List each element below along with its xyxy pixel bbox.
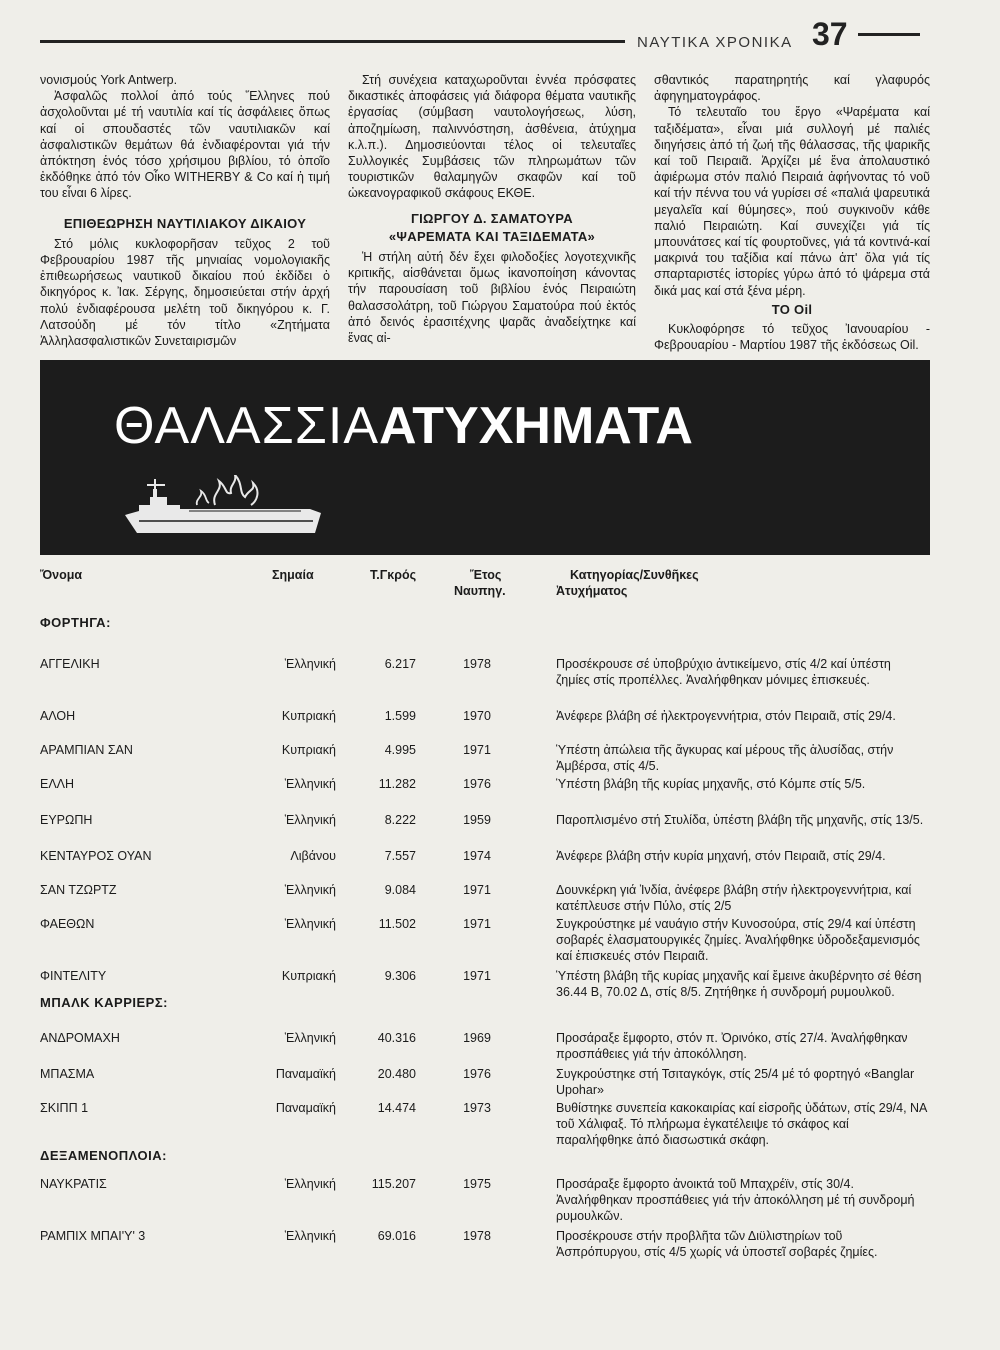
ship-year: 1974 [463,849,491,863]
col-header-flag: Σημαία [272,568,314,582]
incident-description: Ὑπέστη βλάβη τῆς κυρίας μηχανῆς καί ἔμεινε ἀκυβέρνητο σέ θέση 36.44 Β, 70.02 Δ, στίς 8/5. Ζητήθηκε ἡ συνδρομή ρυμουλκοῦ. [556,969,922,1000]
ship-flag: Κυπριακή [281,709,336,723]
ship-tonnage: 40.316 [377,1031,416,1045]
ship-name: ΡΑΜΠΙΧ ΜΠΑΙ'Υ' 3 [40,1229,146,1243]
ship-flag: Λιβάνου [290,849,336,863]
ship-year: 1971 [463,743,491,757]
col1-paragraph-1: νονισμούς York Antwerp. [40,73,178,87]
ship-name: ΦΑΕΘΩΝ [40,917,95,931]
col3-paragraph-3: Κυκλοφόρησε τό τεῦχος Ἰανουαρίου - Φεβρουαρίου - Μαρτίου 1987 τῆς ἐκδόσεως Oil. [654,322,930,353]
ship-tonnage: 1.599 [384,709,416,723]
header-rule-right [858,33,920,36]
ship-year: 1973 [463,1101,491,1115]
col2-paragraph-2: Ἡ στήλη αὐτή δέν ἔχει φιλοδοξίες λογοτεχνικῆς κριτικῆς, αἰσθάνεται ὅμως ἱκανοποίηση κάνοντας τήν παρουσίαση τοῦ βιβλίου ἑνός Πειραιώτη θαλασσολάτρη, τοῦ Γιώργου Σαματούρα πού ἐκτός ἀπό δεινός ἐρασιτέχνης ψαρᾶς ἀναδείχτηκε καί ἕνας αἰ- [348,250,636,346]
ship-tonnage: 69.016 [377,1229,416,1243]
ship-tonnage: 9.084 [384,883,416,897]
ship-flag: Ἑλληνική [284,657,336,671]
banner-title [114,396,693,456]
ship-year: 1971 [463,917,491,931]
col-header-year-line1: Ἔτος [470,568,502,582]
ship-flag: Ἑλληνική [284,917,336,931]
ship-name: ΑΛΟΗ [40,709,76,723]
column-3 [654,72,930,353]
col1-paragraph-2: Ἀσφαλῶς πολλοί ἀπό τούς Ἕλληνες πού ἀσχολοῦνται μέ τή ναυτιλία καί τίς ἀσφάλειες ὅπως καί οἱ σπουδαστές τῶν ναυτιλιακῶν καί ἀσφαλιστικῶν θεμάτων θά ἐνδιαφέρονται γιά τήν ἀπόκτηση ἑνός τόσο χρήσιμου βιβλίου, τό ὁποῖο ἐκδόθηκε ἀπό τόν Οἶκο WITHERBY & Co καί ἡ τιμή του εἶναι 6 λίρες. [40,89,330,201]
ship-year: 1978 [463,1229,491,1243]
ship-flag: Ἑλληνική [284,1229,336,1243]
ship-year: 1971 [463,969,491,983]
incident-description: Ὑπέστη ἀπώλεια τῆς ἄγκυρας καί μέρους τῆς ἁλυσίδας, στήν Ἀμβέρσα, στίς 4/5. [556,743,894,774]
ship-tonnage: 7.557 [384,849,416,863]
ship-flag: Παναμαϊκή [275,1101,336,1115]
ship-name: ΣΑΝ ΤΖΩΡΤΖ [40,883,117,897]
ship-tonnage: 11.282 [378,777,416,791]
ship-flag: Κυπριακή [281,743,336,757]
ship-name: ΝΑΥΚΡΑΤΙΣ [40,1177,107,1191]
ship-flag: Κυπριακή [281,969,336,983]
page-number: 37 [812,16,848,52]
ship-flag: Ἑλληνική [284,813,336,827]
col2-heading-title: «ΨΑΡΕΜΑΤΑ ΚΑΙ ΤΑΞΙΔΕΜΑΤΑ» [388,228,596,244]
ship-tonnage: 6.217 [384,657,416,671]
ship-name: ΕΥΡΩΠΗ [40,813,93,827]
ship-tonnage: 9.306 [384,969,416,983]
incident-description: Προσέκρουσε στήν προβλῆτα τῶν Διϋλιστηρίων τοῦ Ἀσπρόπυργου, στίς 4/5 χωρίς νά ὑποστεῖ σοβαρές ζημίες. [556,1229,878,1260]
ship-year: 1971 [463,883,491,897]
col2-paragraph-1: Στή συνέχεια καταχωροῦνται ἐννέα πρόσφατες δικαστικές ἀποφάσεις γιά διάφορα θέματα ναυτικῆς ἐργασίας (σύμβαση ναυτολογήσεως, λύση, ἀποζημίωση, παλιννόστηση, ἀσθένεια, ἀτύχημα κ.λ.π.). Δημοσιεύονται τέλος οἱ τελευταῖες Συλλογικές Συμβάσεις τῶν πληρωμάτων τῶν τουριστικῶν θαλαμηγῶν σκαφῶν καί τοῦ ὠκεανογραφικοῦ σκάφους ΕΚΘΕ. [348,73,636,201]
column-2 [348,72,636,346]
ship-year: 1976 [463,1067,491,1081]
col-header-year-line2: Ναυπηγ. [454,584,506,598]
ship-year: 1978 [463,657,491,671]
incident-description: Προσάραξε ἔμφορτο ἀνοικτά τοῦ Μπαχρέϊν, στίς 30/4. Ἀναλήφθηκαν προσπάθειες γιά τήν ἀποκόλληση μέ τή συνδρομή ρυμουλκῶν. [556,1177,915,1224]
header-rule-left [40,40,625,43]
col3-paragraph-1: σθαντικός παρατηρητής καί γλαφυρός ἀφηγηματογράφος. [654,73,930,104]
incident-description: Ἀνέφερε βλάβη σέ ἠλεκτρογεννήτρια, στόν Πειραιᾶ, στίς 29/4. [556,709,896,723]
section-banner [40,360,930,555]
ship-tonnage: 4.995 [384,743,416,757]
ship-tonnage: 14.474 [377,1101,416,1115]
ship-year: 1969 [463,1031,491,1045]
incident-description: Ἀνέφερε βλάβη στήν κυρία μηχανή, στόν Πειραιᾶ, στίς 29/4. [556,849,886,863]
col-header-desc-line1: Κατηγορίας/Συνθῆκες [570,568,699,582]
col1-paragraph-3: Στό μόλις κυκλοφορῆσαν τεῦχος 2 τοῦ Φεβρουαρίου 1987 τῆς μηνιαίας νομολογιακῆς ἐπιθεωρήσεως ναυτικοῦ δικαίου πού ἐκδίδει ὁ δικηγόρος κ. Ἰακ. Σέργης, δημοσιεύεται στήν ἀρχή πολύ ἐνδιαφέρουσα μελέτη τοῦ δικηγόρου κ. Γ. Λατσούδη μέ τόν τίτλο «Ζητήματα Ἀλληλασφαλιστικῶν Συνεταιρισμῶν [40,236,330,349]
ship-flag: Ἑλληνική [284,883,336,897]
ship-name: ΦΙΝΤΕΛΙΤΥ [40,969,107,983]
ship-name: ΣΚΙΠΠ 1 [40,1101,89,1115]
ship-year: 1976 [463,777,491,791]
column-1 [40,72,330,349]
ship-tonnage: 115.207 [371,1177,416,1191]
banner-title-bold: ΑΤΥΧΗΜΑΤΑ [379,397,693,455]
incident-description: Βυθίστηκε συνεπεία κακοκαιρίας καί εἰσροῆς ὑδάτων, στίς 29/4, ΝΑ τοῦ Χάλιφαξ. Τό πλήρωμα ἐγκατέλειψε τό σκάφος καί παραλήφθηκε ἀπό διασωστικά σκάφη. [556,1101,927,1148]
ship-year: 1975 [463,1177,491,1191]
ship-flag: Παναμαϊκή [275,1067,336,1081]
ship-flag: Ἑλληνική [284,1177,336,1191]
ship-tonnage: 20.480 [377,1067,416,1081]
ship-flag: Ἑλληνική [284,777,336,791]
incident-description: Παροπλισμένο στή Στυλίδα, ὑπέστη βλάβη τῆς μηχανῆς, στίς 13/5. [556,813,924,827]
ship-name: ΑΓΓΕΛΙΚΗ [40,657,100,671]
col1-heading: ΕΠΙΘΕΩΡΗΣΗ ΝΑΥΤΙΛΙΑΚΟΥ ΔΙΚΑΙΟΥ [63,215,307,231]
col-header-desc [556,567,699,599]
col-header-name: Ὄνομα [40,568,83,582]
incident-description: Ὑπέστη βλάβη τῆς κυρίας μηχανῆς, στό Κόμπε στίς 5/5. [556,777,866,791]
category-tankers: ΔΕΞΑΜΕΝΟΠΛΟΙΑ: [40,1148,167,1163]
incident-description: Δουνκέρκη γιά Ἰνδία, ἀνέφερε βλάβη στήν ἠλεκτρογεννήτρια, καί κατέπλευσε στήν Πύλο, στίς 2/5 [556,883,912,914]
ship-name: ΚΕΝΤΑΥΡΟΣ ΟΥΑΝ [40,849,152,863]
ship-tonnage: 8.222 [384,813,416,827]
incident-description: Συγκρούστηκε στή Τσιταγκόγκ, στίς 25/4 μέ τό φορτηγό «Banglar Upohar» [556,1067,915,1098]
banner-title-thin: ΘΑΛΑΣΣΙΑ [114,397,380,455]
ship-year: 1970 [463,709,491,723]
col2-heading-author: ΓΙΩΡΓΟΥ Δ. ΣΑΜΑΤΟΥΡΑ [411,210,573,226]
col3-paragraph-2: Τό τελευταῖο του ἔργο «Ψαρέματα καί ταξιδέματα», εἶναι μιά συλλογή μέ παλιές διηγήσεις ἀπό τή ζωή τῆς θάλασσας, τῆς ψαρικῆς καί τοῦ Πειραιᾶ. Ἀρχίζει μέ ἕνα ἀπολαυστικό ἀφιέρωμα στόν παλιό Πειραιά ἀφήνοντας τό νοῦ καί τήν πέννα του νά γυρίσει σέ «παλιά ψαρευτικά μεγαλεῖα καί θύμησες», πού συγκινοῦν κάθε παλιό Πειραιώτη. Καί συνεχίζει γιά τίς μπουνάτσες καί τίς φουρτοῦνες, γιά τά κοντινά-καί μακρινά του ταξίδια καί πάνω ἀπ' ὅλα γιά τίς σπαρταριστές ἱστορίες γύρω ἀπό τό ψάρεμα στά δικά μας καί στά ξένα μέρη. [654,105,930,298]
col-header-desc-line2: Ἀτυχήματος [556,584,628,598]
ship-name: ΑΡΑΜΠΙΑΝ ΣΑΝ [40,743,133,757]
ship-name: ΜΠΑΣΜΑ [40,1067,95,1081]
col3-heading: ΤΟ Oil [771,301,813,317]
category-cargo: ΦΟΡΤΗΓΑ: [40,615,111,630]
ship-name: ΑΝΔΡΟΜΑΧΗ [40,1031,120,1045]
burning-ship-icon [125,475,325,545]
incident-description: Προσάραξε ἔμφορτο, στόν π. Ὀρινόκο, στίς 27/4. Ἀναλήφθηκαν προσπάθειες γιά τήν ἀποκόλληση. [556,1031,908,1062]
ship-name: ΕΛΛΗ [40,777,75,791]
ship-year: 1959 [463,813,491,827]
col-header-year [454,567,506,599]
incident-description: Συγκρούστηκε μέ ναυάγιο στήν Κυνοσούρα, στίς 29/4 καί ὑπέστη σοβαρές ἐλασματουργικές ζημίες. Ἀναλήφθηκε ὑδροδεξαμενισμός καί ἐπισκευές στόν Πειραιᾶ. [556,917,920,964]
category-bulk-carriers: ΜΠΑΛΚ ΚΑΡΡΙΕΡΣ: [40,995,168,1010]
ship-tonnage: 11.502 [378,917,416,931]
journal-title: ΝΑΥΤΙΚΑ ΧΡΟΝΙΚΑ [637,34,793,51]
ship-flag: Ἑλληνική [284,1031,336,1045]
col-header-tonnage: Τ.Γκρός [370,568,417,582]
incident-description: Προσέκρουσε σέ ὑποβρύχιο ἀντικείμενο, στίς 4/2 καί ὑπέστη ζημίες στίς προπέλλες. Ἀναλήφθηκαν μόνιμες ἐπισκευές. [556,657,891,688]
